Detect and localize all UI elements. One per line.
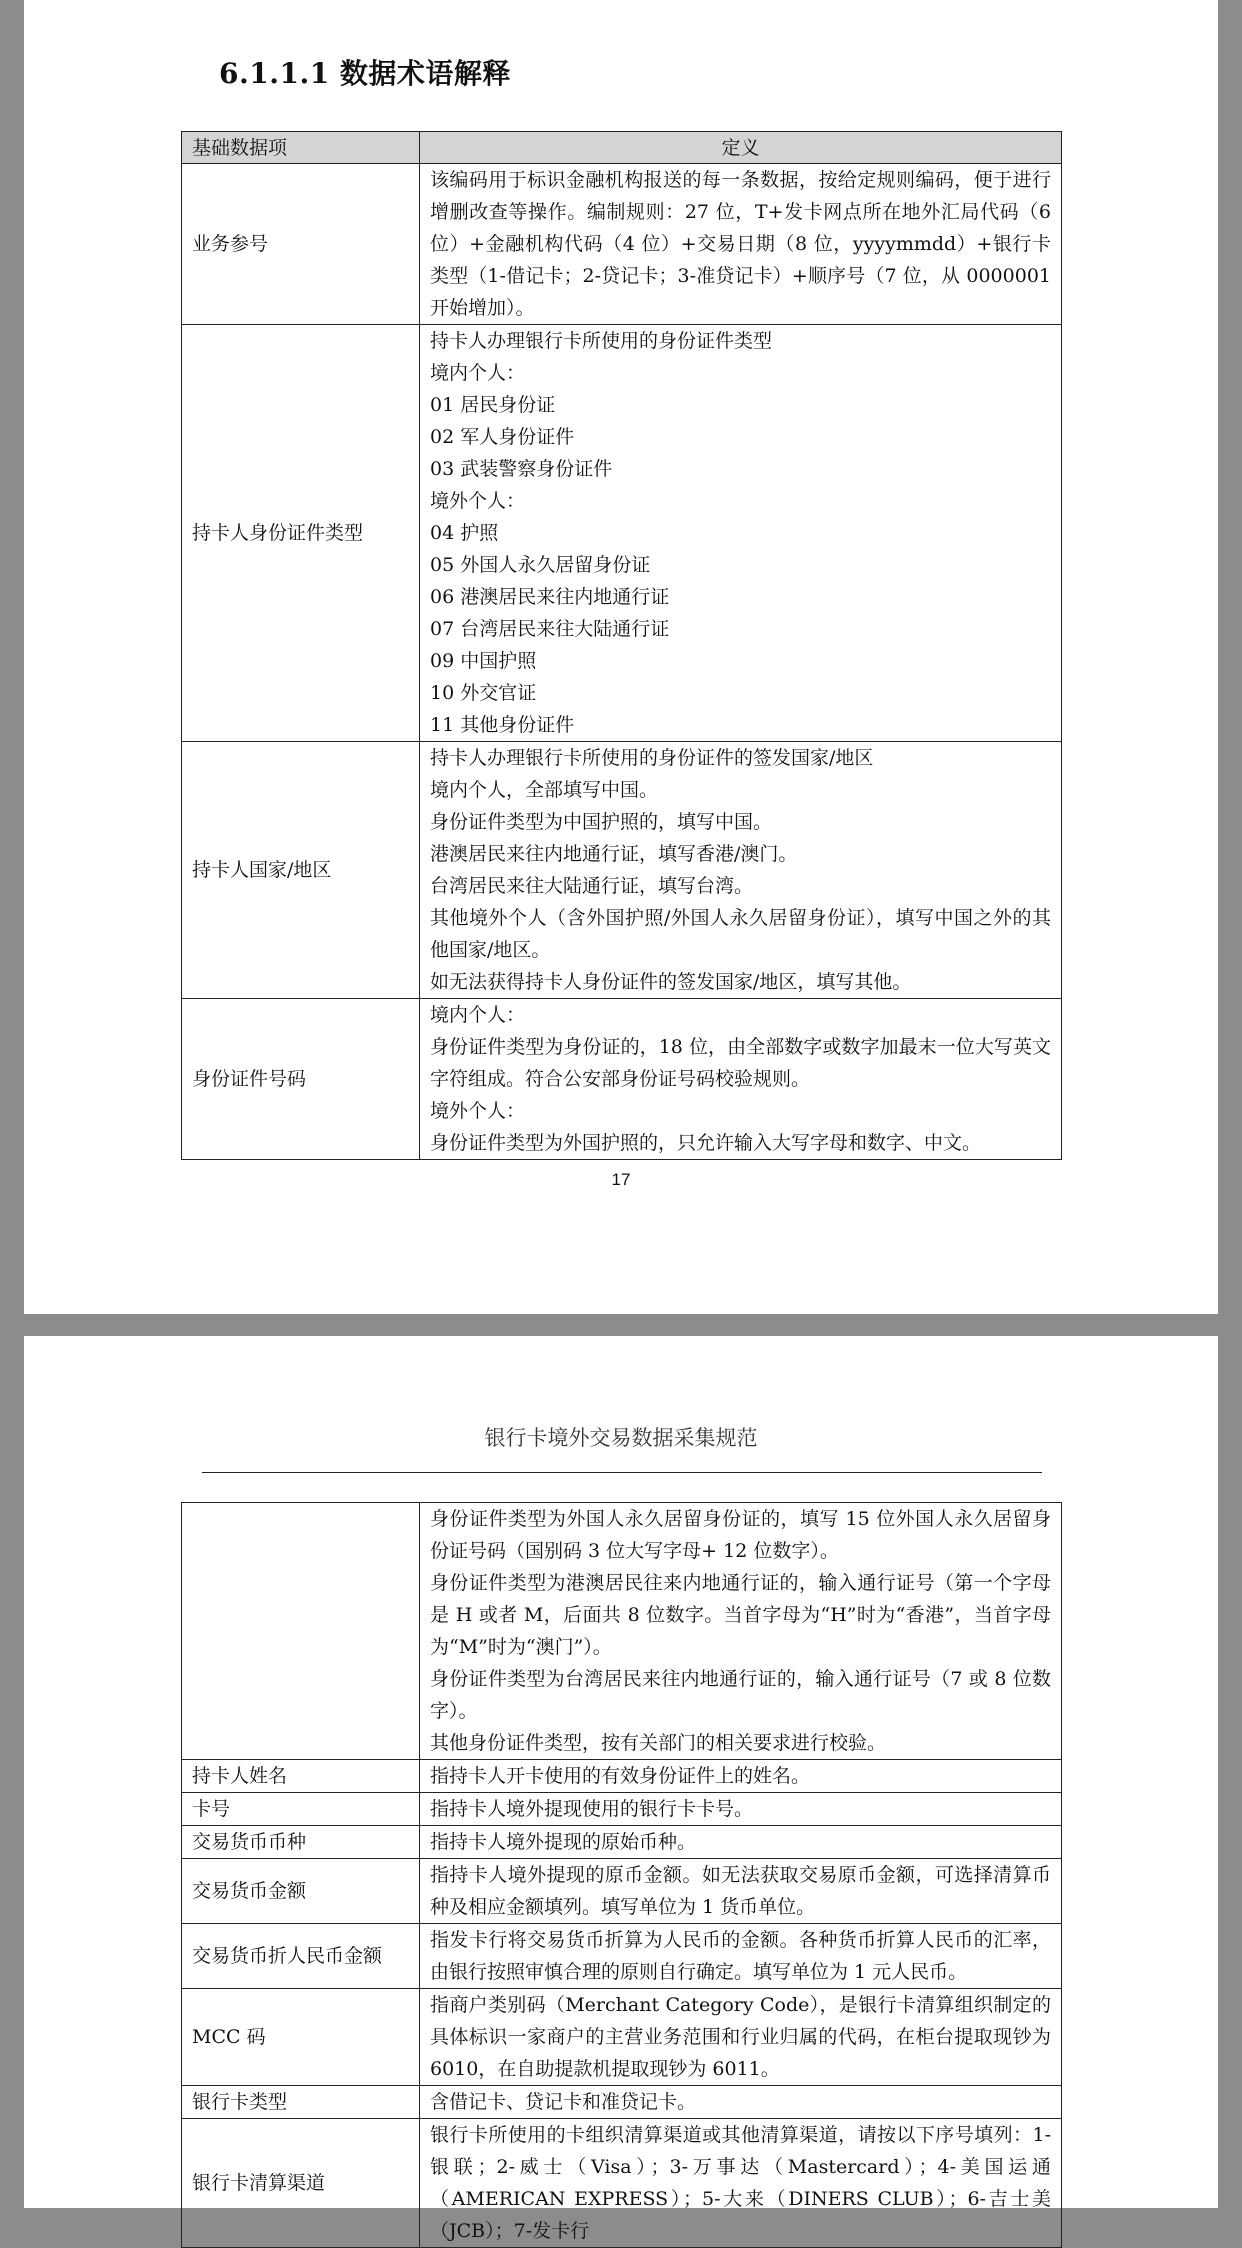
table-row <box>182 1760 1062 1793</box>
section-heading: 6.1.1.1 数据术语解释 <box>219 57 511 90</box>
definition-line: 台湾居民来往大陆通行证，填写台湾。 <box>430 875 754 897</box>
table-row <box>182 325 1062 742</box>
definition-line: 身份证件类型为中国护照的，填写中国。 <box>430 811 773 833</box>
table-row <box>182 1989 1062 2086</box>
definition-line: 01 居民身份证 <box>430 394 556 416</box>
term-cell <box>182 1503 420 1760</box>
definition-line: 身份证件类型为港澳居民往来内地通行证的，输入通行证号（第一个字母是 H 或者 M，后面共 8 位数字。当首字母为“H”时为“香港”，当首字母为“M”时为“澳门”）。 <box>430 1572 1051 1658</box>
definition-line: 境内个人： <box>430 1004 526 1026</box>
term-cell: 持卡人身份证件类型 <box>182 325 420 742</box>
definition-cell <box>420 1989 1062 2086</box>
column-header-definition: 定义 <box>420 132 1062 164</box>
term-cell: 业务参号 <box>182 164 420 325</box>
definition-cell <box>420 1924 1062 1989</box>
definition-line: 其他境外个人（含外国护照/外国人永久居留身份证），填写中国之外的其他国家/地区。 <box>430 907 1051 961</box>
definition-cell <box>420 999 1062 1160</box>
definition-cell <box>420 164 1062 325</box>
definition-cell <box>420 1793 1062 1826</box>
header-divider <box>202 1472 1042 1473</box>
term-cell: 身份证件号码 <box>182 999 420 1160</box>
term-cell: MCC 码 <box>182 1989 420 2086</box>
definition-line: 身份证件类型为外国人永久居留身份证的，填写 15 位外国人永久居留身份证号码（国别码 3 位大写字母+ 12 位数字）。 <box>430 1508 1051 1562</box>
table-row <box>182 999 1062 1160</box>
definition-line: 该编码用于标识金融机构报送的每一条数据，按给定规则编码，便于进行增删改查等操作。编制规则：27 位，T+发卡网点所在地外汇局代码（6 位）+金融机构代码（4 位）+交易日期（8 位，yyyymmdd）+银行卡类型（1-借记卡；2-贷记卡；3-准贷记卡）+顺序号（7 位，从 0000001 开始增加）。 <box>430 169 1051 319</box>
term-cell: 卡号 <box>182 1793 420 1826</box>
table-row <box>182 164 1062 325</box>
definition-cell <box>420 1760 1062 1793</box>
definition-line: 指持卡人境外提现的原始币种。 <box>430 1831 697 1853</box>
definition-line: 指持卡人开卡使用的有效身份证件上的姓名。 <box>430 1765 811 1787</box>
term-cell: 交易货币币种 <box>182 1826 420 1859</box>
definition-line: 03 武装警察身份证件 <box>430 458 613 480</box>
definition-cell <box>420 742 1062 999</box>
definition-line: 含借记卡、贷记卡和准贷记卡。 <box>430 2091 697 2113</box>
term-cell: 交易货币金额 <box>182 1859 420 1924</box>
term-cell: 持卡人姓名 <box>182 1760 420 1793</box>
definition-line: 境外个人： <box>430 490 526 512</box>
definition-line: 指发卡行将交易货币折算为人民币的金额。各种货币折算人民币的汇率，由银行按照审慎合理的原则自行确定。填写单位为 1 元人民币。 <box>430 1929 1051 1983</box>
term-cell: 银行卡清算渠道 <box>182 2119 420 2248</box>
data-term-table-continued <box>181 1502 1062 2248</box>
table-row <box>182 1826 1062 1859</box>
definition-cell <box>420 2086 1062 2119</box>
data-term-table <box>181 131 1062 1160</box>
definition-line: 10 外交官证 <box>430 682 537 704</box>
document-running-header: 银行卡境外交易数据采集规范 <box>484 1426 758 1450</box>
term-cell: 持卡人国家/地区 <box>182 742 420 999</box>
definition-line: 如无法获得持卡人身份证件的签发国家/地区，填写其他。 <box>430 971 912 993</box>
definition-line: 身份证件类型为身份证的，18 位，由全部数字或数字加最末一位大写英文字符组成。符合公安部身份证号码校验规则。 <box>430 1036 1051 1090</box>
definition-line: 其他身份证件类型，按有关部门的相关要求进行校验。 <box>430 1732 887 1754</box>
definition-cell <box>420 325 1062 742</box>
term-cell: 交易货币折人民币金额 <box>182 1924 420 1989</box>
definition-line: 持卡人办理银行卡所使用的身份证件的签发国家/地区 <box>430 747 874 769</box>
definition-line: 境内个人，全部填写中国。 <box>430 779 659 801</box>
table-row <box>182 2119 1062 2248</box>
definition-line: 指商户类别码（Merchant Category Code），是银行卡清算组织制定的具体标识一家商户的主营业务范围和行业归属的代码，在柜台提取现钞为 6010，在自助提款机提取现钞为 6011。 <box>430 1994 1051 2080</box>
definition-cell <box>420 1859 1062 1924</box>
document-page-18 <box>24 1336 1218 2242</box>
definition-line: 身份证件类型为外国护照的，只允许输入大写字母和数字、中文。 <box>430 1132 982 1154</box>
table-row <box>182 1793 1062 1826</box>
definition-line: 境内个人： <box>430 362 526 384</box>
definition-line: 11 其他身份证件 <box>430 714 575 736</box>
definition-line: 指持卡人境外提现使用的银行卡卡号。 <box>430 1798 754 1820</box>
term-cell: 银行卡类型 <box>182 2086 420 2119</box>
definition-line: 境外个人： <box>430 1100 526 1122</box>
table-row <box>182 1859 1062 1924</box>
definition-line: 05 外国人永久居留身份证 <box>430 554 651 576</box>
table-row <box>182 742 1062 999</box>
definition-line: 09 中国护照 <box>430 650 537 672</box>
definition-line: 06 港澳居民来往内地通行证 <box>430 586 670 608</box>
definition-line: 指持卡人境外提现的原币金额。如无法获取交易原币金额，可选择清算币种及相应金额填列。填写单位为 1 货币单位。 <box>430 1864 1051 1918</box>
definition-line: 身份证件类型为台湾居民来往内地通行证的，输入通行证号（7 或 8 位数字）。 <box>430 1668 1051 1722</box>
table-row <box>182 1924 1062 1989</box>
definition-line: 02 军人身份证件 <box>430 426 575 448</box>
table-row <box>182 1503 1062 1760</box>
table-row <box>182 2086 1062 2119</box>
definition-line: 港澳居民来往内地通行证，填写香港/澳门。 <box>430 843 798 865</box>
table-header-row <box>182 132 1062 164</box>
definition-line: 银行卡所使用的卡组织清算渠道或其他清算渠道，请按以下序号填列：1-银联；2-威士（Visa）；3-万事达（Mastercard）；4-美国运通（AMERICAN EXPRESS）；5-大来（DINERS CLUB）；6-吉士美（JCB）；7-发卡行 <box>430 2124 1051 2242</box>
definition-cell <box>420 1826 1062 1859</box>
page-number: 17 <box>611 1170 631 1189</box>
definition-line: 04 护照 <box>430 522 499 544</box>
document-page-17 <box>24 0 1218 1314</box>
definition-cell <box>420 1503 1062 1760</box>
definition-line: 持卡人办理银行卡所使用的身份证件类型 <box>430 330 773 352</box>
definition-line: 07 台湾居民来往大陆通行证 <box>430 618 670 640</box>
definition-cell <box>420 2119 1062 2248</box>
column-header-item: 基础数据项 <box>182 132 420 164</box>
